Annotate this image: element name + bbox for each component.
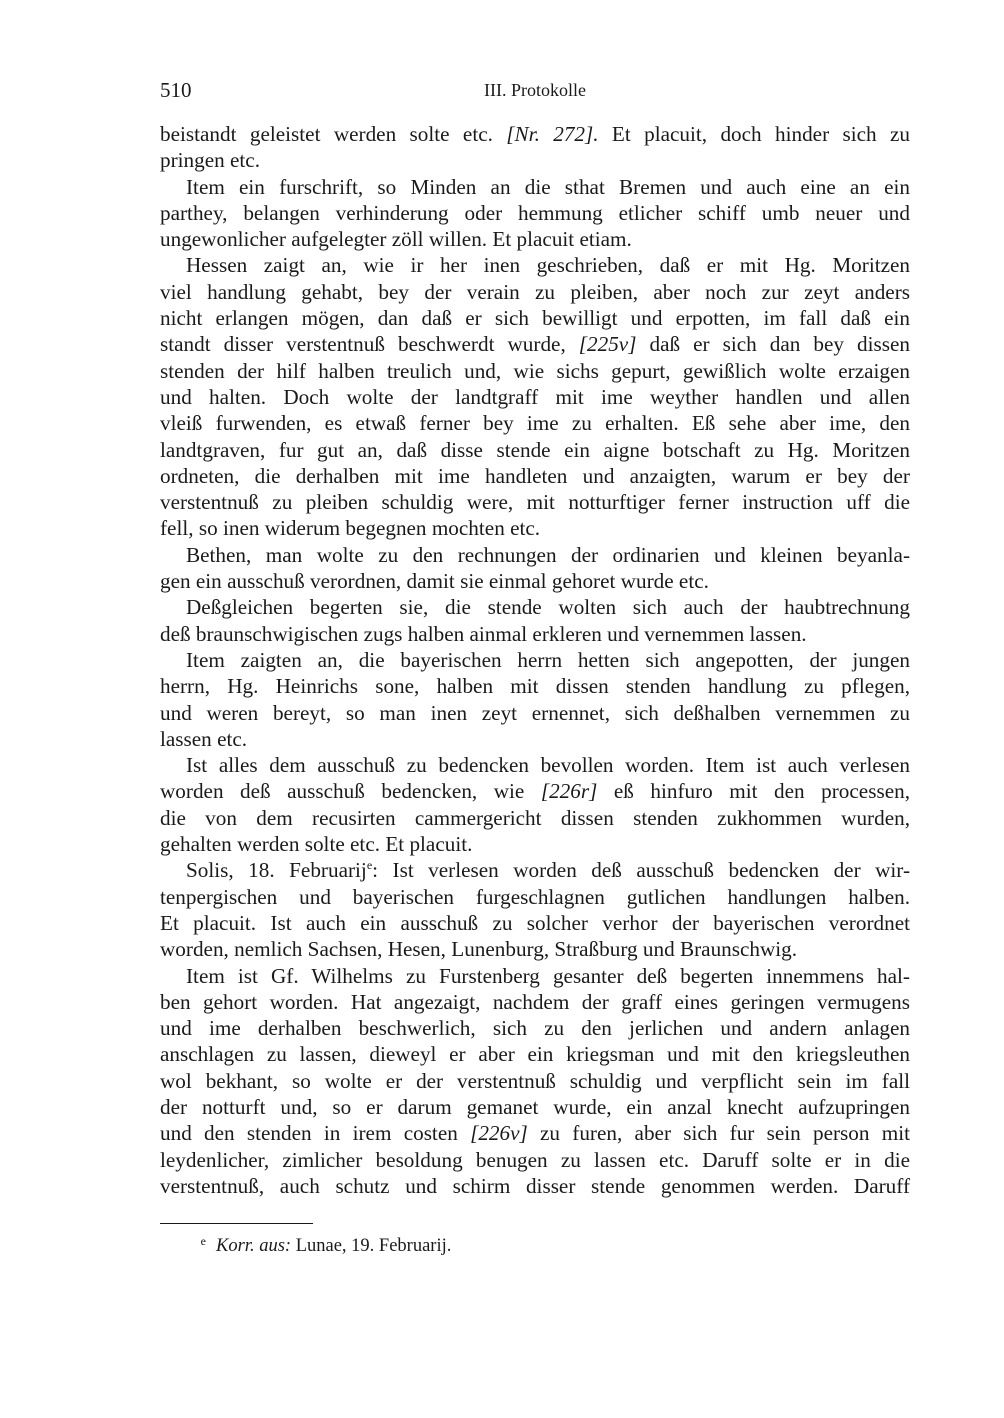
text-line [160, 384, 910, 410]
text-segment: wol bekhant, so wolte er der verstentnuß schuldig und verpflicht sein im fall [160, 1068, 910, 1093]
text-segment: Deßgleichen begerten sie, die stende wolten sich auch der haubtrechnung [186, 595, 910, 620]
text-segment: nicht erlangen mögen, dan daß er sich bewilligt und erpotten, im fall daß ein [160, 306, 910, 331]
text-segment: Et placuit. Ist auch ein ausschuß zu solcher verhor der bayerischen verordnet [160, 910, 910, 935]
text-segment: Bethen, man wolte zu den rechnungen der ordinarien und kleinen beyanla- [186, 542, 910, 567]
footnote [160, 1229, 910, 1258]
text-segment: tenpergischen und bayerischen furgeschlagnen gutlichen handlungen halben. [160, 884, 910, 909]
text-line [160, 700, 910, 726]
text-segment: parthey, belangen verhinderung oder hemmung etlicher schiff umb neuer und [160, 200, 910, 225]
text-line [160, 936, 910, 962]
text-line [160, 1068, 910, 1094]
text-line [160, 121, 910, 147]
text-segment: ben gehort worden. Hat angezaigt, nachdem der graff eines geringen vermugens [160, 989, 910, 1014]
footnote-reference: e [366, 858, 373, 873]
text-segment: deß braunschwigischen zugs halben ainmal erkleren und vernemmen lassen. [160, 621, 807, 646]
text-segment: gehalten werden solte etc. Et placuit. [160, 832, 473, 857]
text-segment: Item ist Gf. Wilhelms zu Furstenberg gesanter deß begerten innemmens hal- [186, 963, 910, 988]
text-segment: anschlagen zu lassen, dieweyl er aber ein kriegsman und mit den kriegsleuthen [160, 1042, 910, 1067]
text-segment: leydenlicher, zimlicher besoldung benugen zu lassen etc. Daruff solte er in die [160, 1147, 910, 1172]
folio-reference: [226r] [540, 779, 598, 804]
footnote-text: Lunae, 19. Februarij. [291, 1236, 452, 1256]
text-segment: und halten. Doch wolte der landtgraff mit ime weyther handlen und allen [160, 384, 910, 409]
text-segment: verstentnuß, auch schutz und schirm disser stende genommen werden. Daruff [160, 1173, 910, 1198]
text-segment: eß hinfuro mit den processen, [597, 779, 910, 804]
text-line [160, 726, 910, 752]
text-segment: und weren bereyt, so man inen zeyt ernennet, sich deßhalben vernemmen zu [160, 700, 910, 725]
text-line [160, 331, 910, 357]
text-line [160, 1120, 910, 1146]
text-line [160, 1041, 910, 1067]
text-segment: Ist alles dem ausschuß zu bedencken bevollen worden. Item ist auch verlesen [186, 753, 910, 778]
text-segment: beistandt geleistet werden solte etc. [160, 122, 507, 146]
folio-reference: [Nr. 272]. [506, 122, 599, 146]
text-segment: Item ein furschrift, so Minden an die sthat Bremen und auch eine an ein [186, 174, 910, 199]
paragraph-first-line [160, 752, 910, 778]
page-number: 510 [160, 78, 192, 102]
text-line [160, 621, 910, 647]
text-line [160, 515, 910, 541]
text-segment: und den stenden in irem costen [160, 1121, 471, 1146]
text-line [160, 673, 910, 699]
running-title: III. Protokolle [484, 80, 586, 100]
text-line [160, 226, 910, 252]
paragraph-first-line [160, 542, 910, 568]
text-line [160, 831, 910, 857]
text-line [160, 410, 910, 436]
footnote-rule [160, 1223, 313, 1224]
text-line [160, 989, 910, 1015]
text-line [160, 437, 910, 463]
text-segment: Item zaigten an, die bayerischen herrn hetten sich angepotten, der jungen [186, 647, 910, 672]
text-line [160, 279, 910, 305]
text-line [160, 147, 910, 173]
text-line [160, 200, 910, 226]
text-segment: und ime derhalben beschwerlich, sich zu den jerlichen und andern anlagen [160, 1016, 910, 1041]
text-segment: herrn, Hg. Heinrichs sone, halben mit dissen stenden handlung zu pflegen, [160, 674, 910, 699]
text-line [160, 305, 910, 331]
paragraph-first-line [160, 857, 910, 883]
paragraph-first-line [160, 647, 910, 673]
paragraph-first-line [160, 174, 910, 200]
body-text [160, 121, 910, 1199]
text-segment: der notturft und, so er darum gemanet wurde, ein anzal knecht aufzupringen [160, 1094, 910, 1119]
text-line [160, 1094, 910, 1120]
text-segment: zu furen, aber sich fur sein person mit [527, 1121, 910, 1146]
text-segment: landtgraven, fur gut an, daß disse stende ein aigne botschaft zu Hg. Moritzen [160, 437, 910, 462]
text-segment: die von dem recusirten cammergericht dissen stenden zukhommen wurden, [160, 805, 910, 830]
text-segment: worden, nemlich Sachsen, Hesen, Lunenburg, Straßburg und Braunschwig. [160, 937, 798, 962]
text-line [160, 568, 910, 594]
footnote-marker: e [200, 1234, 206, 1248]
text-line [160, 463, 910, 489]
text-line [160, 778, 910, 804]
text-line [160, 910, 910, 936]
paragraph-first-line [160, 594, 910, 620]
folio-reference: [226v] [470, 1121, 528, 1146]
footnote-italic-prefix: Korr. aus: [216, 1236, 292, 1256]
text-segment: : Ist verlesen worden deß ausschuß bedencken der wir- [372, 858, 910, 883]
text-segment: daß er sich dan bey dissen [636, 332, 910, 357]
text-segment: stenden der hilf halben treulich und, wie sichs gepurt, gewißlich wolte erzaigen [160, 358, 910, 383]
text-segment: ungewonlicher aufgelegter zöll willen. Et placuit etiam. [160, 227, 632, 252]
text-segment: standt disser verstentnuß beschwerdt wurde, [160, 332, 579, 357]
text-segment: verstentnuß zu pleiben schuldig were, mit notturftiger ferner instruction uff die [160, 490, 910, 515]
text-line [160, 884, 910, 910]
text-segment: Hessen zaigt an, wie ir her inen geschrieben, daß er mit Hg. Moritzen [186, 253, 910, 278]
folio-reference: [225v] [578, 332, 637, 357]
paragraph-first-line [160, 252, 910, 278]
text-line [160, 489, 910, 515]
text-segment: gen ein ausschuß verordnen, damit sie einmal gehoret wurde etc. [160, 569, 709, 594]
text-segment: vleiß furwenden, es etwaß ferner bey ime zu erhalten. Eß sehe aber ime, den [160, 411, 910, 436]
text-segment: worden deß ausschuß bedencken, wie [160, 779, 541, 804]
paragraph-first-line [160, 963, 910, 989]
text-line [160, 1173, 910, 1199]
text-segment: fell, so inen widerum begegnen mochten etc. [160, 516, 541, 541]
text-segment: ordneten, die derhalben mit ime handleten und anzaigten, warum er bey der [160, 463, 910, 488]
text-segment: lassen etc. [160, 726, 248, 751]
text-segment: Solis, 18. Februarij [186, 858, 367, 883]
text-segment: Et placuit, doch hinder sich zu [598, 122, 910, 146]
text-line [160, 1015, 910, 1041]
text-segment: viel handlung gehabt, bey der verain zu pleiben, aber noch zur zeyt anders [160, 279, 910, 304]
text-line [160, 1147, 910, 1173]
text-line [160, 805, 910, 831]
page-header [160, 78, 910, 108]
text-line [160, 358, 910, 384]
text-segment: pringen etc. [160, 148, 261, 173]
